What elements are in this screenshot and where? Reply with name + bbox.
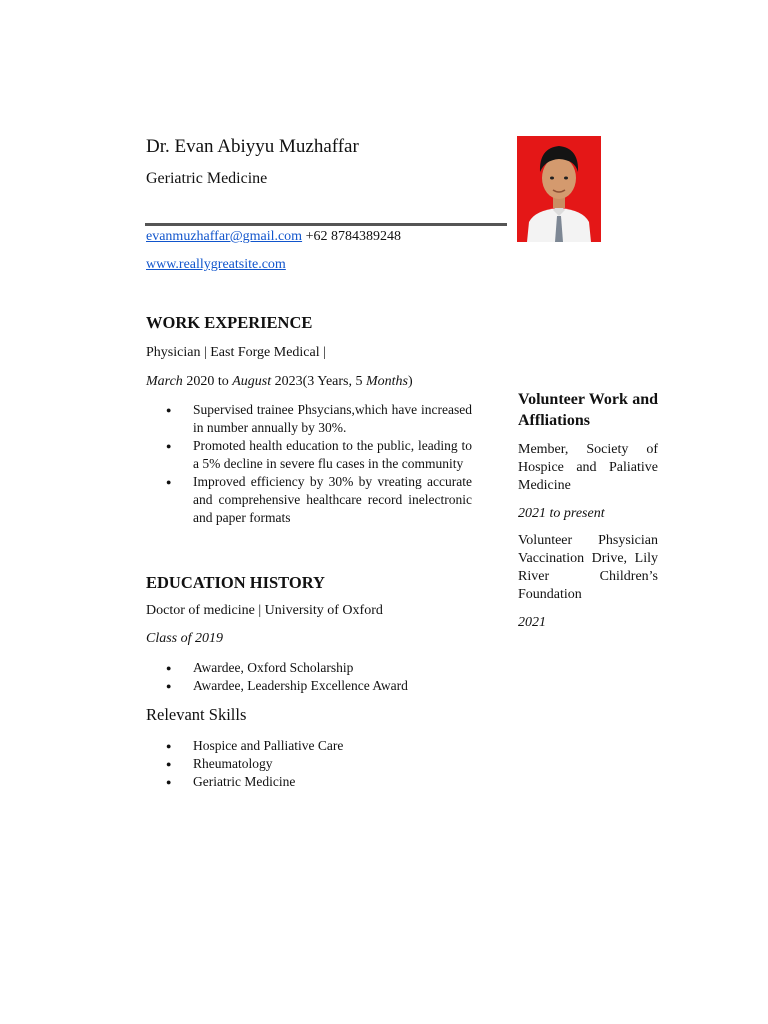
volunteer-item-1-date: 2021 to present [518, 506, 605, 521]
list-item: ● Geriatric Medicine [146, 773, 486, 791]
skills-bullet-list [146, 737, 486, 791]
list-item: ● Hospice and Palliative Care [146, 737, 486, 755]
start-year: 2020 to [182, 374, 233, 389]
job-date-line [146, 374, 413, 390]
list-item: ● Supervised trainee Phsycians,which have increased in number annually by 30%. [146, 401, 472, 437]
volunteer-heading: Volunteer Work and Affliations [518, 391, 658, 429]
profile-photo [517, 136, 601, 242]
candidate-name: Dr. Evan Abiyyu Muzhaffar [146, 136, 359, 157]
close-paren: ) [407, 374, 413, 389]
class-year: Class of 2019 [146, 631, 224, 646]
list-item: ● Improved efficiency by 30% by vreating accurate and comprehensive healthcare record inelectronic and paper formats [146, 473, 472, 527]
education-bullet-list [146, 659, 486, 695]
header-divider [145, 223, 507, 226]
work-bullet-list [146, 401, 472, 527]
work-experience-heading: WORK EXPERIENCE [146, 313, 313, 332]
list-item: ● Rheumatology [146, 755, 486, 773]
volunteer-item-2: Volunteer Phsysician Vaccination Drive, Lily River Children’s Foundation [518, 533, 658, 602]
website-line [146, 257, 286, 273]
education-heading: EDUCATION HISTORY [146, 573, 325, 592]
job-title-line: Physician | East Forge Medical | [146, 345, 326, 360]
start-month: March [146, 374, 183, 389]
list-item: ● Awardee, Leadership Excellence Award [146, 677, 486, 695]
phone-number: +62 8784389248 [305, 229, 401, 244]
end-year: 2023(3 Years, 5 [271, 374, 366, 389]
skills-heading: Relevant Skills [146, 705, 247, 724]
website-link[interactable]: www.reallygreatsite.com [146, 257, 286, 272]
degree-line: Doctor of medicine | University of Oxford [146, 603, 383, 618]
list-item: ● Promoted health education to the public, leading to a 5% decline in severe flu cases in the community [146, 437, 472, 473]
candidate-specialty: Geriatric Medicine [146, 170, 268, 187]
email-link[interactable]: evanmuzhaffar@gmail.com [146, 229, 303, 244]
volunteer-item-1: Member, Society of Hospice and Paliative Medicine [518, 442, 658, 493]
volunteer-item-2-date: 2021 [518, 615, 546, 630]
contact-line [146, 229, 401, 245]
end-month: August [232, 374, 272, 389]
months-word: Months [365, 374, 408, 389]
portrait-illustration [517, 136, 601, 242]
list-item: ● Awardee, Oxford Scholarship [146, 659, 486, 677]
